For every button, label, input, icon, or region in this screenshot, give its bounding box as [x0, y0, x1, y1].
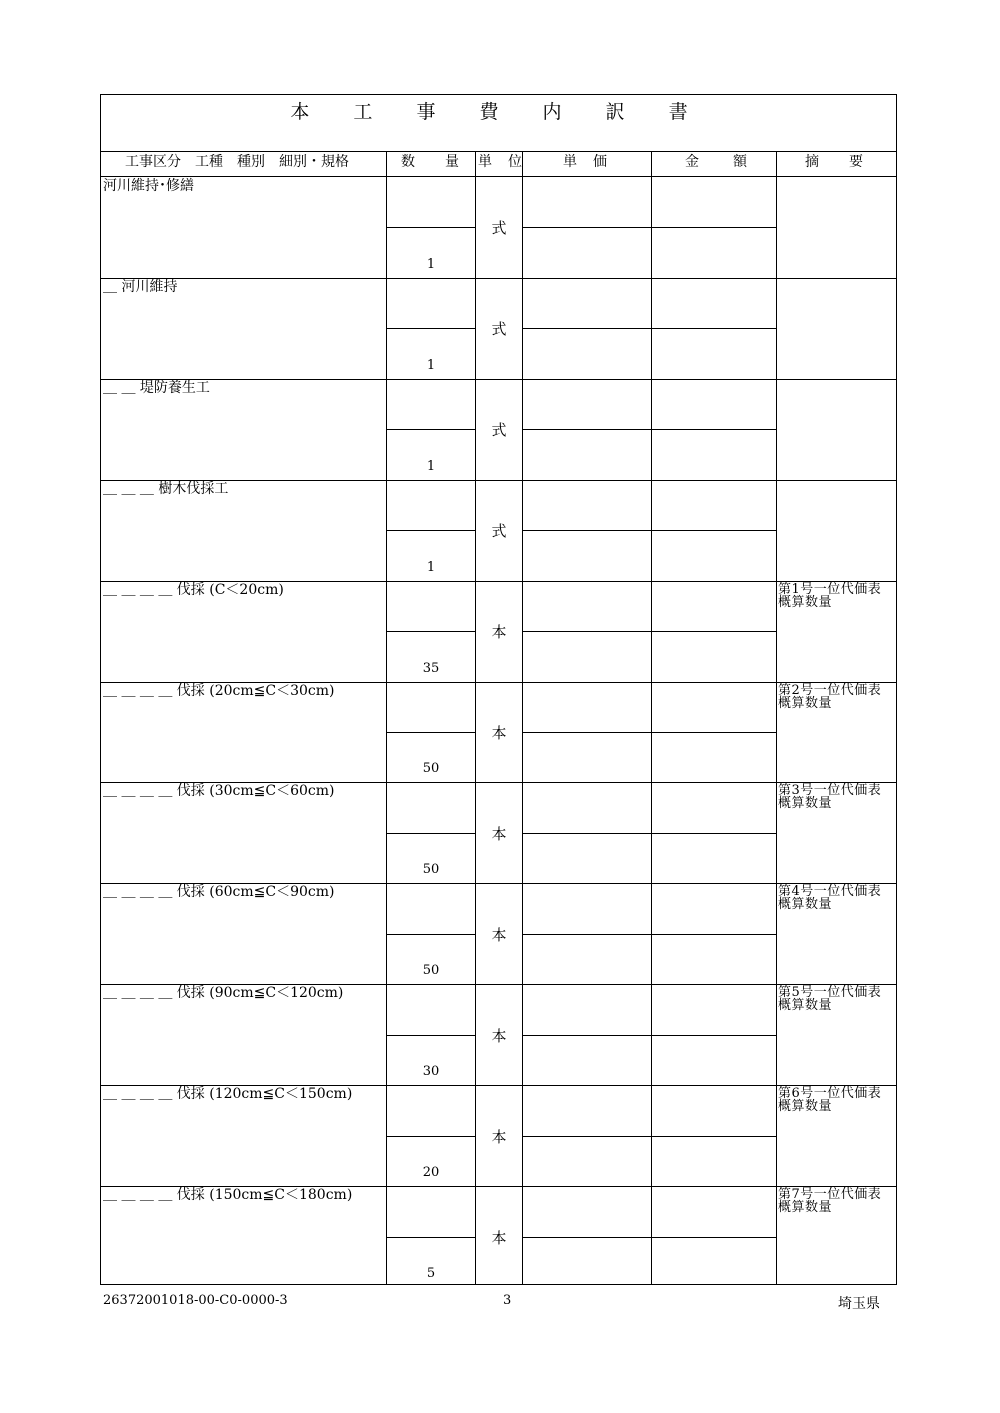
row-remarks-estimate: 概算数量 [778, 1099, 833, 1115]
row-remarks-estimate: 概算数量 [778, 796, 833, 812]
row-unit: 式 [491, 522, 507, 541]
header-unit-price: 単 価 [563, 154, 607, 170]
header-unit: 単 位 [478, 154, 522, 170]
row-label: ＿ ＿ ＿ ＿ 伐採 (20cm≦C＜30cm) [103, 682, 335, 699]
row-unit: 式 [491, 320, 507, 339]
page-number: 3 [503, 1293, 512, 1308]
row-quantity: 30 [422, 1064, 440, 1080]
price-amount-mid-rule [522, 429, 776, 430]
row-remarks-ref: 第1号一位代価表 [778, 581, 882, 597]
row-unit: 式 [491, 421, 507, 440]
row-remarks-estimate: 概算数量 [778, 897, 833, 913]
row-quantity: 1 [426, 357, 436, 373]
row-unit: 式 [491, 219, 507, 238]
row-quantity: 1 [426, 256, 436, 272]
row-unit: 本 [491, 925, 507, 944]
price-amount-mid-rule [522, 1035, 776, 1036]
row-quantity: 1 [426, 559, 436, 575]
row-unit: 本 [491, 1228, 507, 1247]
row-remarks-ref: 第6号一位代価表 [778, 1086, 882, 1102]
quantity-mid-rule [386, 631, 475, 632]
price-amount-mid-rule [522, 1136, 776, 1137]
row-label: ＿ 河川維持 [103, 278, 178, 295]
row-remarks-estimate: 概算数量 [778, 998, 833, 1014]
row-remarks-estimate: 概算数量 [778, 594, 833, 610]
row-remarks-estimate: 概算数量 [778, 1200, 833, 1215]
row-label: ＿ ＿ ＿ ＿ 伐採 (150cm≦C＜180cm) [103, 1187, 353, 1203]
prefecture-name: 埼玉県 [838, 1296, 880, 1312]
column-rule-quantity [386, 151, 387, 1284]
row-rule [101, 379, 896, 380]
row-unit: 本 [491, 1026, 507, 1045]
row-label: ＿ ＿ ＿ ＿ 伐採 (120cm≦C＜150cm) [103, 1086, 353, 1103]
quantity-mid-rule [386, 1035, 475, 1036]
price-amount-mid-rule [522, 328, 776, 329]
row-unit: 本 [491, 1127, 507, 1146]
row-quantity: 1 [426, 458, 436, 474]
row-unit: 本 [491, 824, 507, 843]
quantity-mid-rule [386, 934, 475, 935]
row-unit: 本 [491, 623, 507, 642]
row-label: 河川維持･修繕 [103, 178, 194, 194]
price-amount-mid-rule [522, 732, 776, 733]
row-quantity: 50 [422, 761, 440, 777]
page-title: 本 工 事 費 内 訳 書 [290, 101, 707, 123]
column-rule-price [522, 151, 523, 1284]
row-label: ＿ ＿ ＿ ＿ 伐採 (90cm≦C＜120cm) [103, 985, 344, 1002]
header-quantity: 数 量 [401, 154, 459, 170]
header-amount: 金 額 [685, 154, 747, 170]
header-remarks: 摘 要 [805, 154, 863, 170]
column-rule-remarks [776, 151, 777, 1284]
row-unit: 本 [491, 724, 507, 742]
quantity-mid-rule [386, 530, 475, 531]
quantity-mid-rule [386, 1237, 475, 1238]
row-remarks-ref: 第2号一位代価表 [778, 682, 882, 698]
quantity-mid-rule [386, 732, 475, 733]
row-label: ＿ ＿ ＿ ＿ 伐採 (60cm≦C＜90cm) [103, 884, 335, 901]
row-quantity: 50 [422, 862, 440, 878]
estimate-sheet [100, 94, 897, 1285]
price-amount-mid-rule [522, 833, 776, 834]
price-amount-mid-rule [522, 530, 776, 531]
price-amount-mid-rule [522, 934, 776, 935]
header-item: 工事区分 工種 種別 細別・規格 [125, 154, 349, 170]
document-code: 26372001018-00-C0-0000-3 [103, 1293, 288, 1308]
row-remarks-ref: 第7号一位代価表 [778, 1187, 882, 1202]
quantity-mid-rule [386, 833, 475, 834]
row-quantity: 35 [422, 660, 440, 676]
quantity-mid-rule [386, 227, 475, 228]
row-label: ＿ ＿ 堤防養生工 [103, 379, 210, 396]
price-amount-mid-rule [522, 1237, 776, 1238]
row-rule [101, 278, 896, 279]
quantity-mid-rule [386, 328, 475, 329]
row-remarks-ref: 第3号一位代価表 [778, 783, 882, 799]
quantity-mid-rule [386, 429, 475, 430]
row-remarks-ref: 第4号一位代価表 [778, 884, 882, 900]
row-quantity: 50 [422, 963, 440, 979]
row-remarks-estimate: 概算数量 [778, 695, 833, 711]
row-quantity: 5 [426, 1265, 436, 1281]
row-label: ＿ ＿ ＿ ＿ 伐採 (C＜20cm) [103, 581, 284, 598]
row-remarks-ref: 第5号一位代価表 [778, 985, 882, 1001]
row-label: ＿ ＿ ＿ 樹木伐採工 [103, 480, 229, 497]
quantity-mid-rule [386, 1136, 475, 1137]
row-label: ＿ ＿ ＿ ＿ 伐採 (30cm≦C＜60cm) [103, 783, 335, 800]
row-quantity: 20 [422, 1165, 440, 1180]
price-amount-mid-rule [522, 631, 776, 632]
column-rule-amount [651, 151, 652, 1284]
price-amount-mid-rule [522, 227, 776, 228]
